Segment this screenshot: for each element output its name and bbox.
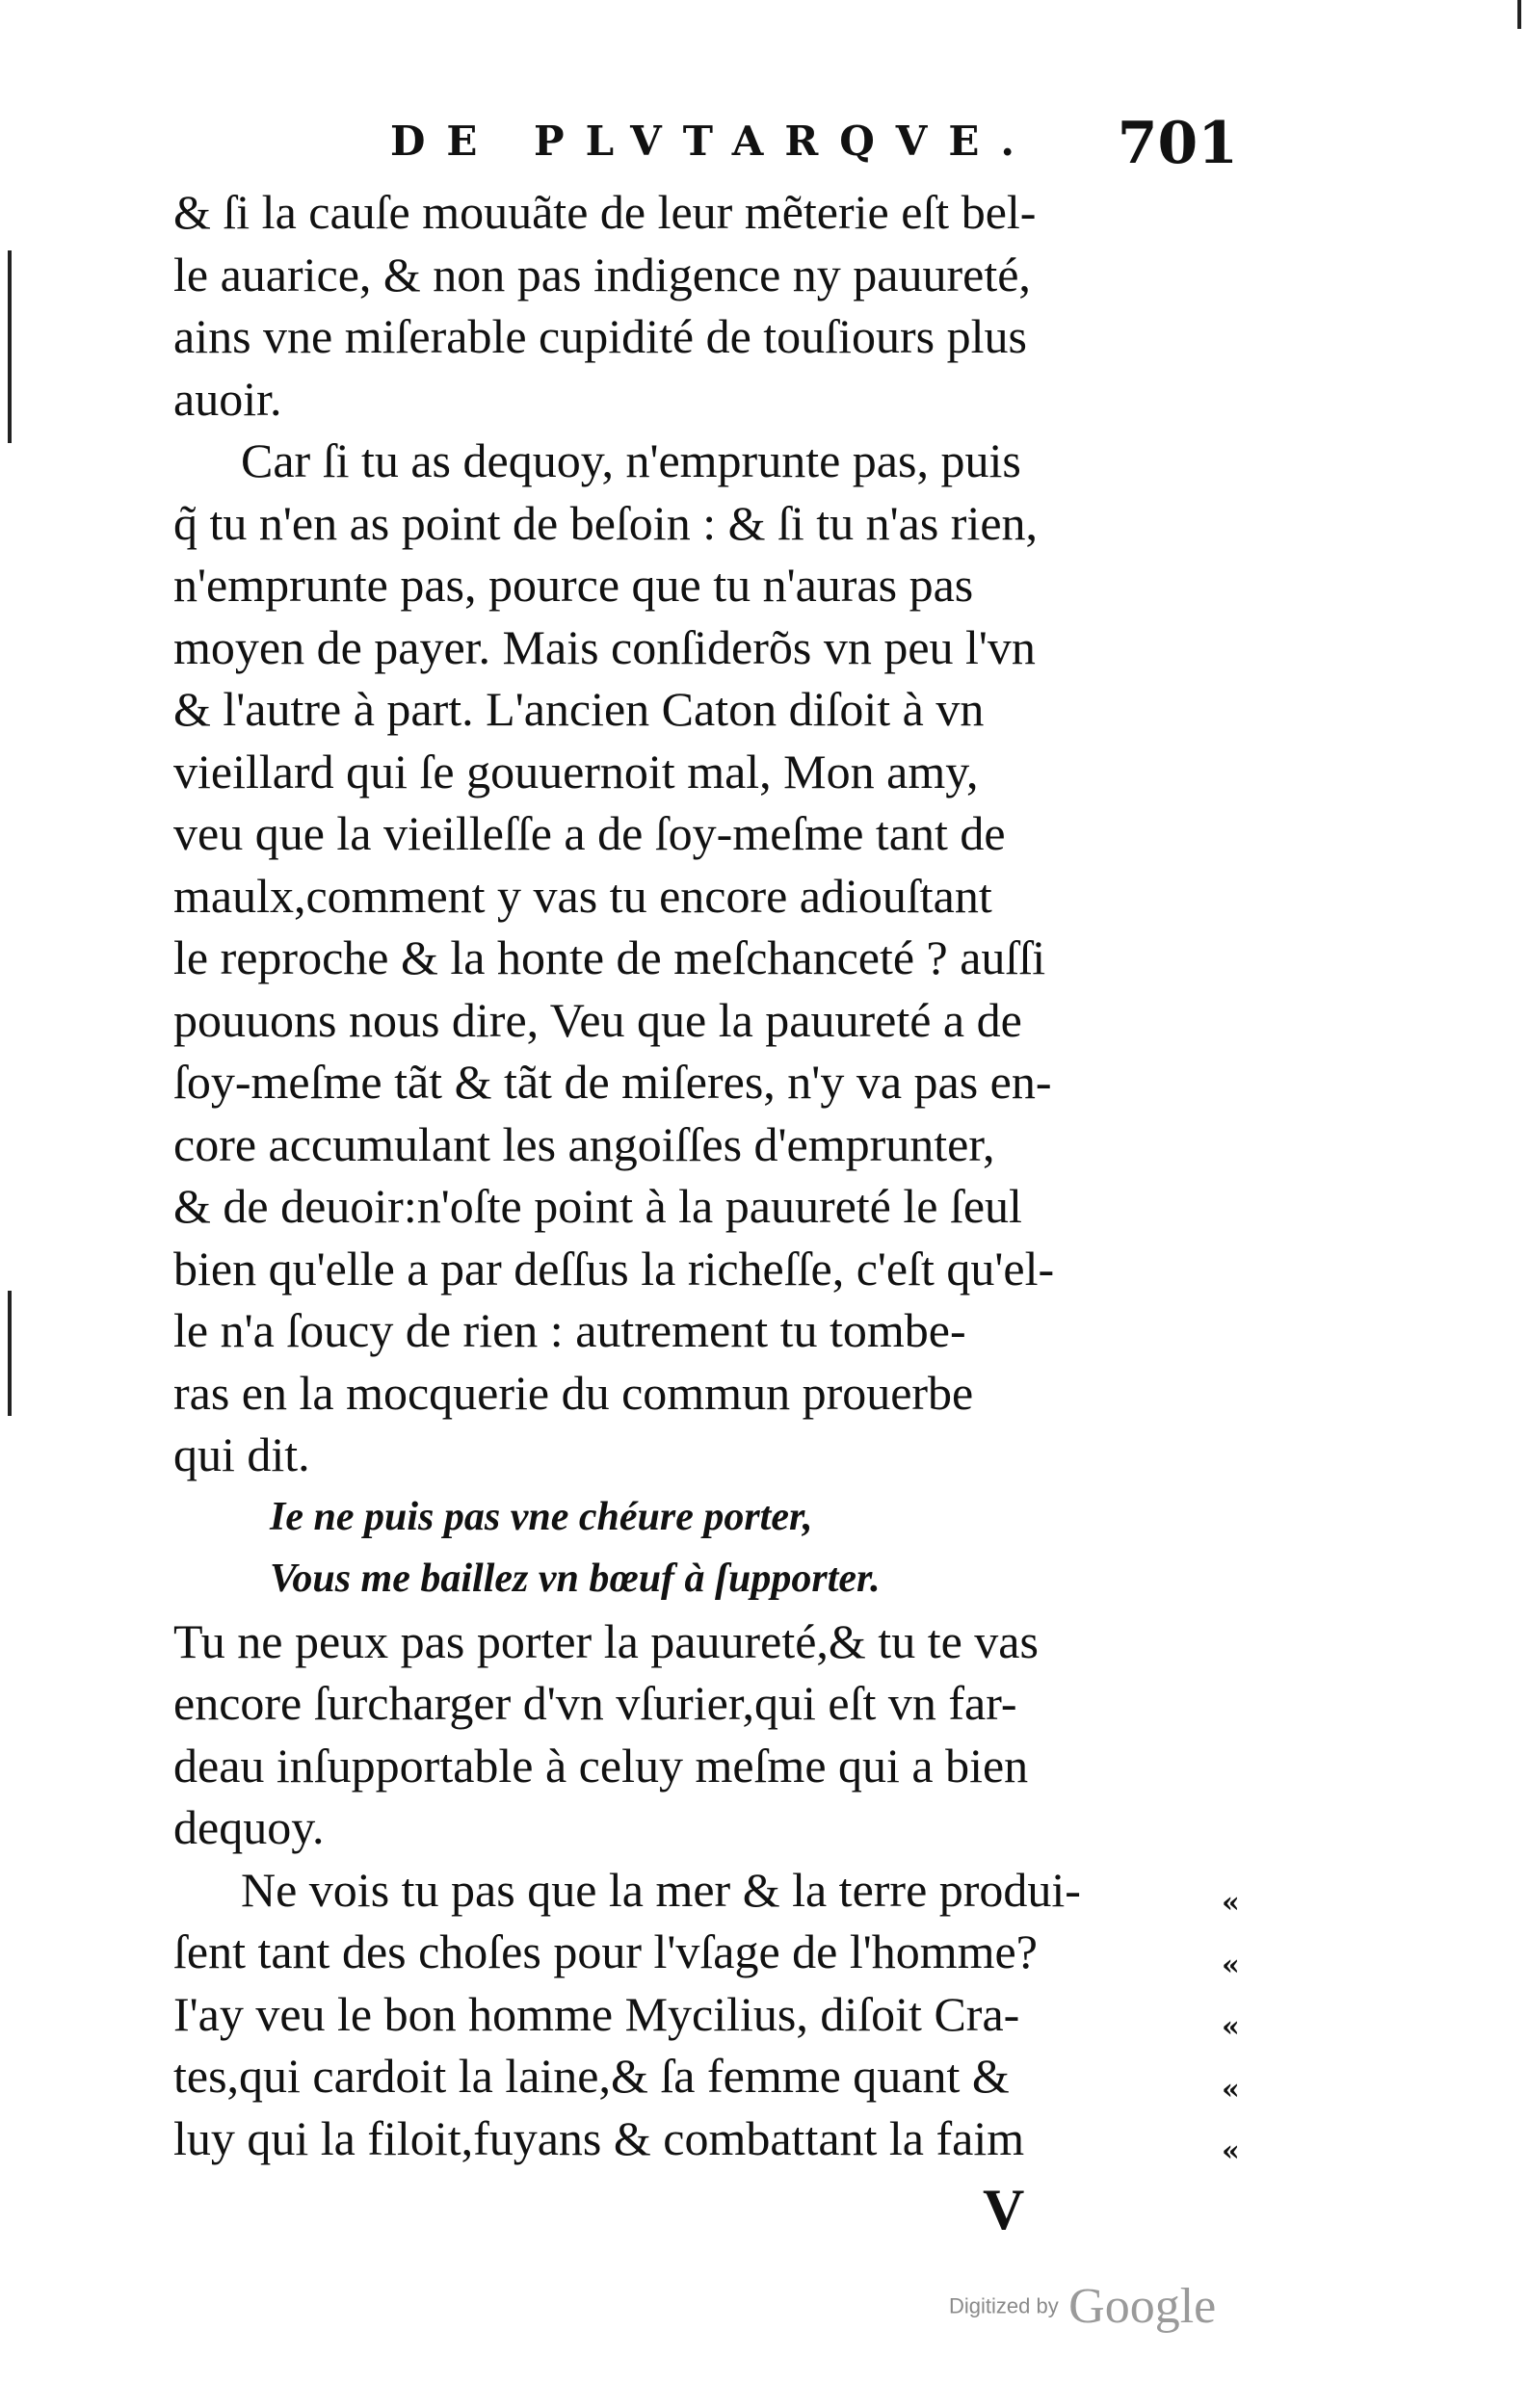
quotation-mark: « — [1222, 1886, 1240, 1920]
text-line: ras en la mocquerie du commun prouerbe — [173, 1365, 974, 1420]
text-line: Car ſi tu as dequoy, n'emprunte pas, puis — [241, 433, 1021, 487]
text-line: moyen de payer. Mais conſiderõs vn peu l'vn — [173, 619, 1036, 674]
text-line: core accumulant les angoiſſes d'emprunter, — [173, 1116, 995, 1171]
text-line: luy qui la filoit,fuyans & combattant la faim — [173, 2110, 1025, 2165]
text-line: ſoy-meſme tãt & tãt de miſeres, n'y va pas en- — [173, 1055, 1052, 1109]
text-line: pouuons nous dire, Veu que la pauureté a de — [173, 992, 1022, 1047]
text-line: q̃ tu n'en as point de beſoin : & ſi tu n'as rien, — [173, 495, 1039, 550]
quotation-mark: « — [1222, 1948, 1240, 1982]
text-line: Tu ne peux pas porter la pauureté,& tu te vas — [173, 1613, 1039, 1668]
text-line: Ne vois tu pas que la mer & la terre produi- — [241, 1862, 1081, 1917]
text-line: auoir. — [173, 371, 282, 426]
text-line: qui dit. — [173, 1427, 310, 1481]
margin-rule-right — [1517, 0, 1521, 29]
text-line: le n'a ſoucy de rien : autrement tu tombe- — [173, 1303, 966, 1357]
body-text — [173, 181, 1272, 2169]
google-logo: Google — [1068, 2279, 1217, 2334]
page-header — [390, 110, 1238, 185]
margin-rule-left — [8, 1291, 12, 1416]
page-number: 701 — [1117, 110, 1238, 177]
text-line: encore ſurcharger d'vn vſurier,qui eſt vn far- — [173, 1676, 1017, 1730]
text-line: & de deuoir:n'oſte point à la pauureté le ſeul — [173, 1179, 1022, 1233]
text-line: & l'autre à part. L'ancien Caton diſoit à vn — [173, 682, 985, 736]
watermark-prefix: Digitized by — [949, 2293, 1059, 2318]
text-line: deau inſupportable à celuy meſme qui a bien — [173, 1738, 1029, 1793]
quotation-mark: « — [1222, 2072, 1240, 2107]
verse-line: Ie ne puis pas vne chéure porter, — [270, 1494, 813, 1539]
text-line: ſent tant des choſes pour l'vſage de l'homme? — [173, 1924, 1038, 1978]
text-line: & ſi la cauſe mouuãte de leur mẽterie eſt bel- — [173, 185, 1037, 239]
text-line: I'ay veu le bon homme Mycilius, diſoit Cra- — [173, 1986, 1020, 2041]
quotation-mark: « — [1222, 2010, 1240, 2044]
signature-mark: V — [983, 2178, 1025, 2241]
text-line: bien qu'elle a par deſſus la richeſſe, c'eſt qu'el- — [173, 1241, 1055, 1296]
running-title: DE PLVTARQVE. — [390, 118, 1037, 165]
text-line: le auarice, & non pas indigence ny pauureté, — [173, 247, 1031, 301]
text-line: ains vne miſerable cupidité de touſiours plus — [173, 309, 1027, 363]
margin-rule-left — [8, 250, 12, 443]
text-line: le reproche & la honte de meſchanceté ? auſſi — [173, 930, 1046, 984]
digitization-watermark — [949, 2278, 1216, 2335]
text-line: vieillard qui ſe gouuernoit mal, Mon amy, — [173, 744, 979, 798]
text-line: n'emprunte pas, pource que tu n'auras pas — [173, 558, 974, 612]
verse-line: Vous me baillez vn bœuf à ſupporter. — [270, 1557, 881, 1601]
text-line: maulx,comment y vas tu encore adiouſtant — [173, 868, 992, 923]
text-line: tes,qui cardoit la laine,& ſa femme quant & — [173, 2049, 1010, 2103]
quotation-mark: « — [1222, 2134, 1240, 2168]
text-line: veu que la vieilleſſe a de ſoy-meſme tant de — [173, 806, 1006, 860]
quotation-marks-column — [1222, 1872, 1260, 2184]
text-line: dequoy. — [173, 1800, 325, 1854]
